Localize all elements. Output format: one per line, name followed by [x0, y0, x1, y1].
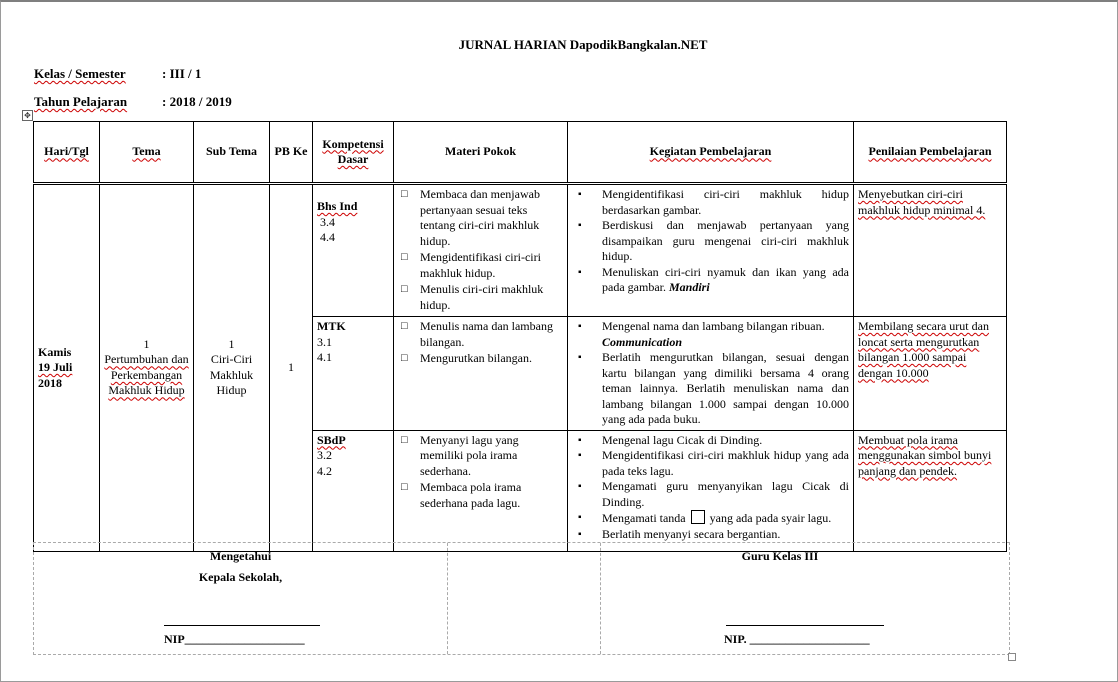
list-item: ▪ Berlatih menyanyi secara bergantian.: [602, 527, 849, 543]
document-title: JURNAL HARIAN DapodikBangkalan.NET: [458, 37, 708, 52]
tema-number: 1: [143, 336, 150, 351]
kd-cell-mtk: [313, 317, 394, 431]
list-item: ▪ Mengidentifikasi ciri-ciri makhluk hidup berdasarkan gambar.: [602, 187, 849, 218]
list-item: □ Mengurutkan bilangan.: [420, 351, 563, 367]
mengetahui-text: Mengetahui: [209, 549, 272, 563]
hari-text: Kamis: [38, 344, 72, 359]
table-header-row: [34, 122, 1007, 184]
list-item: □ Menulis ciri-ciri makhluk hidup.: [420, 282, 563, 313]
emphasis-mandiri: Mandiri: [668, 280, 710, 294]
kelas-label: Kelas / Semester: [34, 66, 126, 81]
list-item: □ Membaca pola irama sederhana pada lagu.: [420, 480, 563, 511]
header-materi: Materi Pokok: [394, 122, 568, 184]
list-item: ▪ Mengidentifikasi ciri-ciri makhluk hidup yang ada pada teks lagu.: [602, 448, 849, 479]
list-item: ▪ Mengenal nama dan lambang bilangan ribuan. Communication: [602, 319, 849, 350]
kegiatan-cell-bhs-ind: [568, 184, 854, 317]
penilaian-cell-sbdp: [854, 430, 1007, 551]
materi-cell-mtk: [394, 317, 568, 431]
materi-cell-sbdp: [394, 430, 568, 551]
mapel-bhs-ind: Bhs Ind: [317, 199, 358, 213]
header-kegiatan: Kegiatan Pembelajaran: [568, 122, 854, 184]
journal-table: [33, 121, 1007, 552]
kd-value: 3.1: [317, 334, 332, 349]
header-pb: PB Ke: [270, 122, 313, 184]
table-row: [34, 184, 1007, 317]
tema-cell: [100, 184, 194, 552]
list-item: ▪ Berlatih mengurutkan bilangan, sesuai dengan kartu bilangan yang dimiliki bersama 4 orang teman lainnya. Berlatih menuliskan nama dan lambang bilangan 1.000 sampai dengan 10.000 yang ada pada buku.: [602, 350, 849, 428]
signature-line: [726, 625, 884, 626]
kelas-semester-row: [34, 66, 202, 82]
tanggal-text: 19 Juli: [38, 360, 73, 374]
kegiatan-cell-sbdp: [568, 430, 854, 551]
list-item: ▪ Mengamati tanda yang ada pada syair lagu.: [602, 510, 849, 527]
pb-text: 1: [288, 360, 294, 374]
penilaian-text: Membuat pola irama menggunakan simbol bunyi panjang dan pendek.: [858, 432, 992, 478]
list-item: ▪ Menuliskan ciri-ciri nyamuk dan ikan yang ada pada gambar. Mandiri: [602, 265, 849, 296]
table-move-handle-icon[interactable]: ✥: [22, 110, 33, 121]
tahun-value: : 2018 / 2019: [162, 94, 232, 109]
kd-value: 3.4: [320, 214, 335, 229]
kegiatan-cell-mtk: [568, 317, 854, 431]
list-item: ▪ Mengenal lagu Cicak di Dinding.: [602, 433, 849, 449]
kd-value: 4.2: [317, 463, 332, 478]
hari-tanggal-cell: [34, 184, 100, 552]
list-item: ▪ Berdiskusi dan menjawab pertanyaan yang disampaikan guru mengenai ciri-ciri makhluk hidup.: [602, 218, 849, 265]
header-kd: Kompetensi Dasar: [313, 122, 394, 184]
signature-right: [601, 543, 1009, 654]
kepala-sekolah-text: Kepala Sekolah,: [198, 570, 283, 584]
header-tema: Tema: [100, 122, 194, 184]
kd-value: 4.1: [317, 350, 332, 364]
penilaian-cell-bhs-ind: [854, 184, 1007, 317]
kelas-value: : III / 1: [162, 66, 202, 81]
list-item: □ Menulis nama dan lambang bilangan.: [420, 319, 563, 350]
mapel-mtk: MTK: [317, 319, 346, 333]
penilaian-cell-mtk: [854, 317, 1007, 431]
subtema-cell: [194, 184, 270, 552]
subtema-number: 1: [228, 336, 235, 351]
tahun-text: 2018: [38, 375, 62, 390]
penilaian-text: Membilang secara urut dan loncat serta mengurutkan bilangan 1.000 sampai dengan 10.000: [858, 319, 989, 380]
mapel-sbdp: SBdP: [317, 432, 346, 447]
tahun-pelajaran-row: [34, 94, 232, 110]
pb-cell: [270, 184, 313, 552]
subtema-text: Ciri-Ciri Makhluk Hidup: [209, 352, 254, 398]
header-penilaian: Penilaian Pembelajaran: [854, 122, 1007, 184]
header-hari: Hari/Tgl: [34, 122, 100, 184]
signature-table: [33, 542, 1010, 655]
nip-left: NIP____________________: [164, 632, 305, 646]
nip-right: NIP. ____________________: [724, 632, 870, 646]
penilaian-text: Menyebutkan ciri-ciri makhluk hidup minimal 4.: [858, 187, 986, 217]
kd-value: 4.4: [320, 230, 335, 244]
square-symbol-icon: [691, 510, 705, 524]
kd-value: 3.2: [317, 448, 332, 462]
list-item: □ Membaca dan menjawab pertanyaan sesuai teks tentang ciri-ciri makhluk hidup.: [420, 187, 563, 249]
materi-cell-bhs-ind: [394, 184, 568, 317]
list-item: □ Mengidentifikasi ciri-ciri makhluk hidup.: [420, 250, 563, 281]
emphasis-communication: Communication: [602, 334, 683, 349]
kd-cell-sbdp: [313, 430, 394, 551]
kd-cell-bhs-ind: [313, 184, 394, 317]
header-subtema: Sub Tema: [194, 122, 270, 184]
tahun-label: Tahun Pelajaran: [34, 94, 128, 109]
guru-kelas-text: Guru Kelas III: [741, 549, 819, 563]
tema-text: Pertumbuhan dan Perkembangan Makhluk Hidup: [104, 352, 189, 398]
signature-line: [164, 625, 320, 626]
list-item: □ Menyanyi lagu yang memiliki pola irama sederhana.: [420, 433, 563, 480]
list-item: ▪ Mengamati guru menyanyikan lagu Cicak di Dinding.: [602, 479, 849, 510]
table-resize-handle-icon[interactable]: [1008, 653, 1016, 661]
signature-left: [34, 543, 448, 654]
